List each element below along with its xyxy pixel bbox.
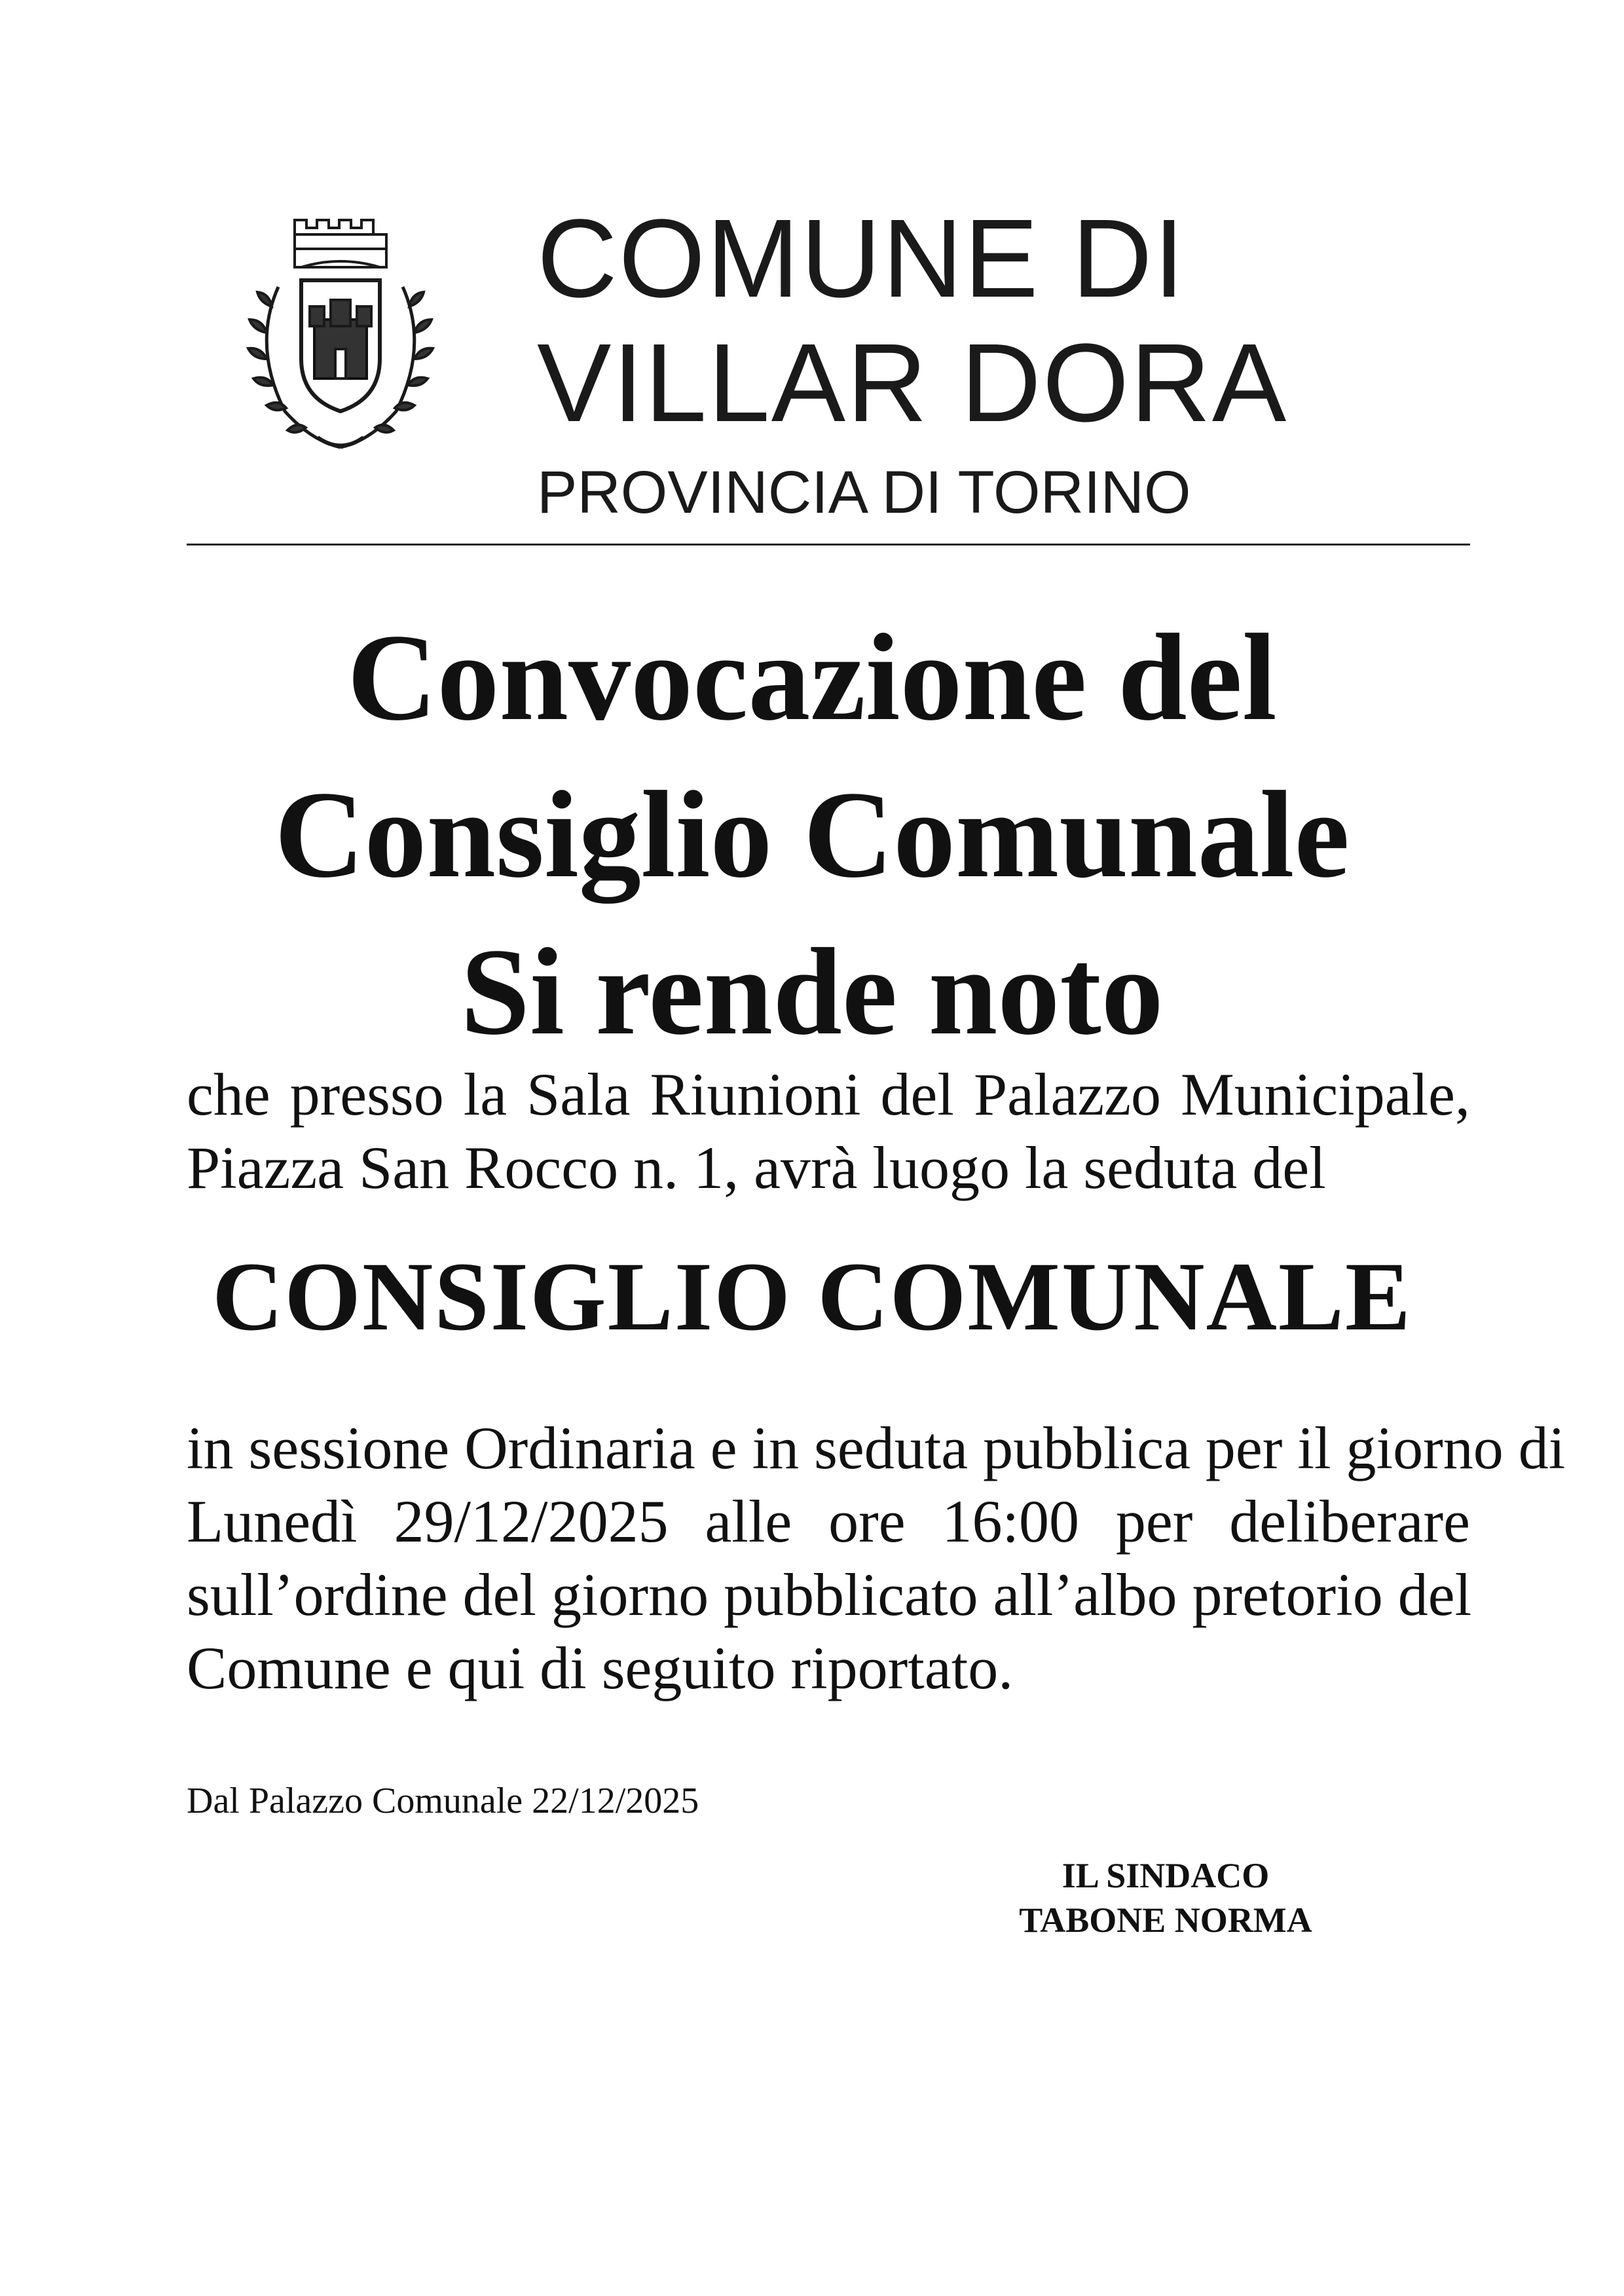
signature-block xyxy=(969,1853,1362,1942)
intro-line-1: che presso la Sala Riunioni del Palazzo Municipale, xyxy=(187,1061,1470,1128)
municipality-name-line1: COMUNE DI xyxy=(537,196,1186,321)
signer-role: IL SINDACO xyxy=(1061,1856,1270,1895)
session-line-1: in sessione Ordinaria e in seduta pubblica per il giorno di xyxy=(187,1415,1566,1481)
session-paragraph xyxy=(187,1411,1566,1705)
title-line-1: Convocazione del xyxy=(347,609,1277,747)
notice-title xyxy=(131,599,1493,1071)
council-heading: CONSIGLIO COMUNALE xyxy=(212,1242,1412,1351)
issue-date: Dal Palazzo Comunale 22/12/2025 xyxy=(187,1781,699,1821)
municipality-name-line2: VILLAR DORA xyxy=(537,321,1288,445)
municipality-header xyxy=(537,196,1388,532)
intro-line-2: Piazza San Rocco n. 1, avrà luogo la seduta del xyxy=(187,1134,1326,1201)
signer-name: TABONE NORMA xyxy=(1019,1900,1312,1940)
header-divider xyxy=(187,544,1470,546)
session-line-3: sull’ordine del giorno pubblicato all’albo pretorio del xyxy=(187,1561,1472,1628)
session-line-2: Lunedì 29/12/2025 alle ore 16:00 per deliberare xyxy=(187,1488,1470,1555)
coat-of-arms-icon xyxy=(232,208,449,464)
title-line-3: Si rende noto xyxy=(460,923,1164,1061)
session-line-4: Comune e qui di seguito riportato. xyxy=(187,1635,1014,1701)
province-name: PROVINCIA DI TORINO xyxy=(537,459,1191,526)
title-line-2: Consiglio Comunale xyxy=(274,766,1350,904)
intro-paragraph xyxy=(187,1058,1470,1204)
